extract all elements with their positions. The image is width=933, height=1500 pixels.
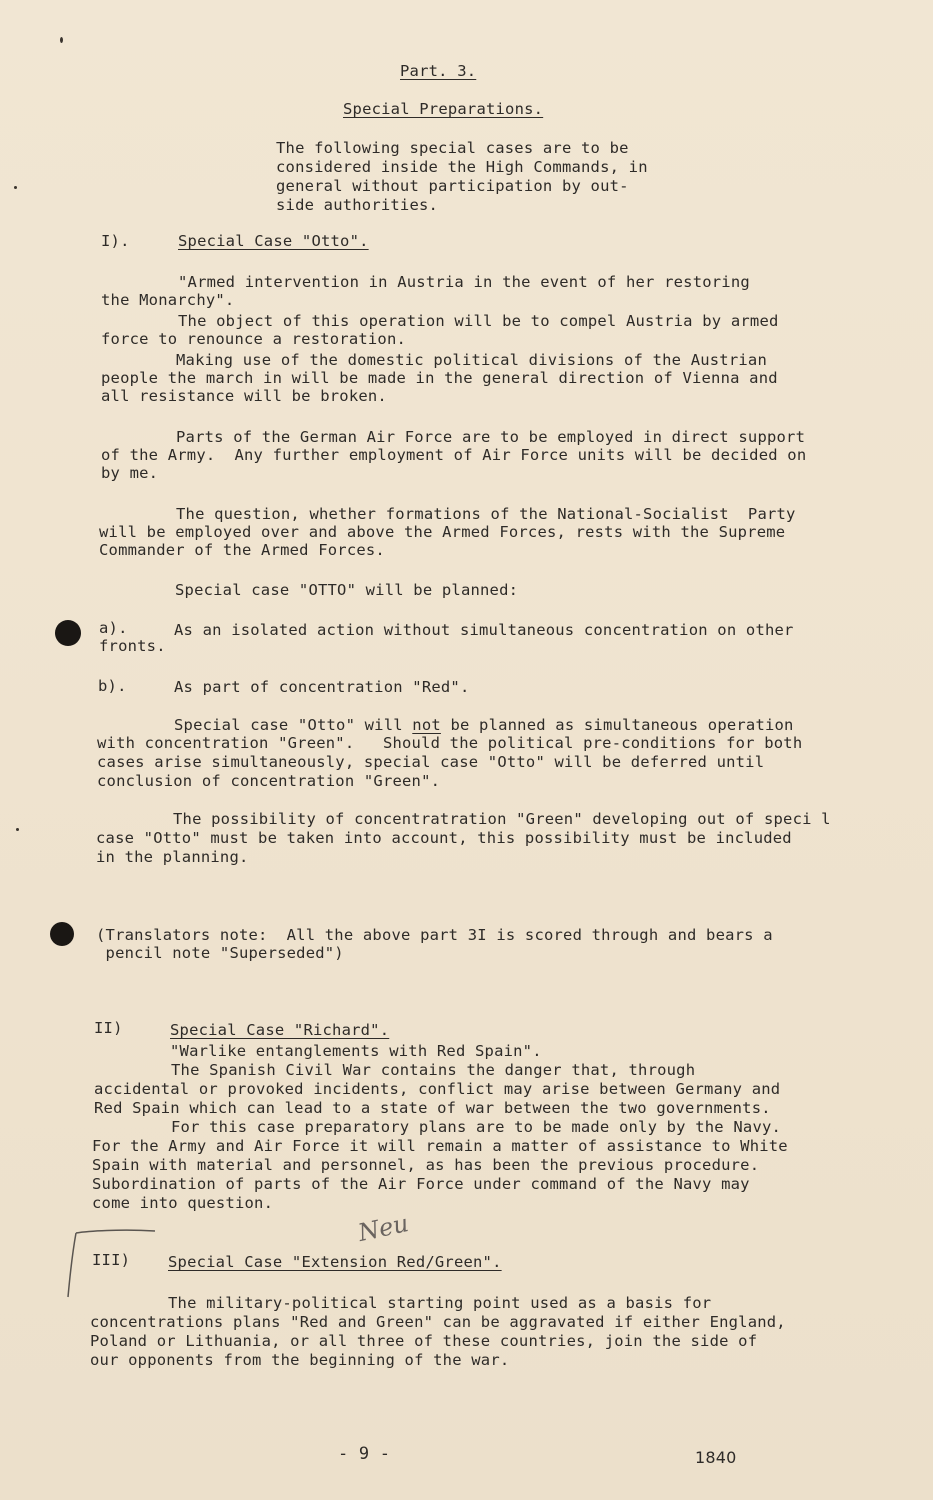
list-item: As part of concentration "Red". [174, 678, 470, 696]
paragraph-line: Poland or Lithuania, or all three of these countries, join the side of [90, 1332, 758, 1350]
paragraph-line: Subordination of parts of the Air Force under command of the Navy may [92, 1175, 750, 1193]
paragraph-line: force to renounce a restoration. [101, 330, 407, 348]
emphasis-not: not [412, 716, 441, 734]
page-title: Special Preparations. [343, 100, 544, 118]
translator-note: pencil note "Superseded") [96, 944, 344, 962]
intro-line: The following special cases are to be [276, 139, 629, 157]
paragraph-line: Red Spain which can lead to a state of war between the two governments. [94, 1099, 771, 1117]
text-run: Special case "Otto" will [174, 716, 413, 734]
paragraph-line: all resistance will be broken. [101, 387, 387, 405]
speck [60, 37, 63, 43]
paragraph-line: For the Army and Air Force it will remain a matter of assistance to White [92, 1137, 788, 1155]
paragraph-line: by me. [101, 464, 159, 482]
page-number: - 9 - [338, 1444, 391, 1464]
paragraph-line: of the Army. Any further employment of Air Force units will be decided on [101, 446, 807, 464]
translator-note: (Translators note: All the above part 3I is scored through and bears a [96, 926, 773, 944]
paragraph-line: cases arise simultaneously, special case "Otto" will be deferred until [97, 753, 765, 771]
section-heading: Special Case "Richard". [170, 1021, 390, 1039]
paragraph-line: accidental or provoked incidents, conflict may arise between Germany and [94, 1080, 781, 1098]
paragraph-line: Commander of the Armed Forces. [99, 541, 385, 559]
part-heading: Part. 3. [400, 62, 477, 80]
paragraph-line: concentrations plans "Red and Green" can be aggravated if either England, [90, 1313, 786, 1331]
speck [14, 186, 17, 189]
paragraph-line: Making use of the domestic political divisions of the Austrian [176, 351, 767, 369]
punch-hole-upper [55, 620, 81, 646]
paragraph-line [174, 716, 794, 735]
section-heading: Special Case "Otto". [178, 232, 369, 250]
paragraph-line: people the march in will be made in the general direction of Vienna and [101, 369, 778, 387]
paragraph-line: For this case preparatory plans are to be made only by the Navy. [171, 1118, 782, 1136]
paragraph-line: in the planning. [96, 848, 249, 866]
intro-line: side authorities. [276, 196, 439, 214]
intro-line: general without participation by out- [276, 177, 629, 195]
paragraph-line: The military-political starting point used as a basis for [168, 1294, 712, 1312]
list-item: fronts. [99, 637, 166, 655]
intro-line: considered inside the High Commands, in [276, 158, 648, 176]
list-item: As an isolated action without simultaneous concentration on other [174, 621, 794, 639]
section-heading: Special Case "Extension Red/Green". [168, 1253, 502, 1271]
paragraph-line: our opponents from the beginning of the war. [90, 1351, 510, 1369]
paragraph-line: come into question. [92, 1194, 274, 1212]
list-item-label: b). [98, 677, 127, 695]
text-run: be planned as simultaneous operation [440, 716, 794, 734]
speck [16, 828, 19, 831]
paragraph-line: the Monarchy". [101, 291, 235, 309]
paragraph-line: will be employed over and above the Armed Forces, rests with the Supreme [99, 523, 786, 541]
paragraph-line: Spain with material and personnel, as has been the previous procedure. [92, 1156, 760, 1174]
list-item-label: a). [99, 619, 128, 637]
paragraph-line: The possibility of concentratration "Green" developing out of speci l [173, 810, 831, 828]
section-number: II) [94, 1019, 123, 1037]
document-number: 1840 [695, 1448, 737, 1467]
section-number: I). [101, 232, 130, 250]
paragraph-line: The object of this operation will be to compel Austria by armed [178, 312, 779, 330]
section-number: III) [92, 1251, 131, 1269]
paragraph-line: The Spanish Civil War contains the danger that, through [171, 1061, 696, 1079]
paragraph-line: Special case "OTTO" will be planned: [175, 581, 519, 599]
paragraph-line: Parts of the German Air Force are to be employed in direct support [176, 428, 806, 446]
paragraph-line: "Warlike entanglements with Red Spain". [170, 1042, 542, 1060]
paragraph-line: conclusion of concentration "Green". [97, 772, 441, 790]
punch-hole-lower [50, 922, 74, 946]
pencil-note: Neu [355, 1209, 412, 1247]
paragraph-line: "Armed intervention in Austria in the event of her restoring [178, 273, 750, 291]
paragraph-line: with concentration "Green". Should the political pre-conditions for both [97, 734, 803, 752]
paragraph-line: case "Otto" must be taken into account, this possibility must be included [96, 829, 792, 847]
paragraph-line: The question, whether formations of the National-Socialist Party [176, 505, 796, 523]
